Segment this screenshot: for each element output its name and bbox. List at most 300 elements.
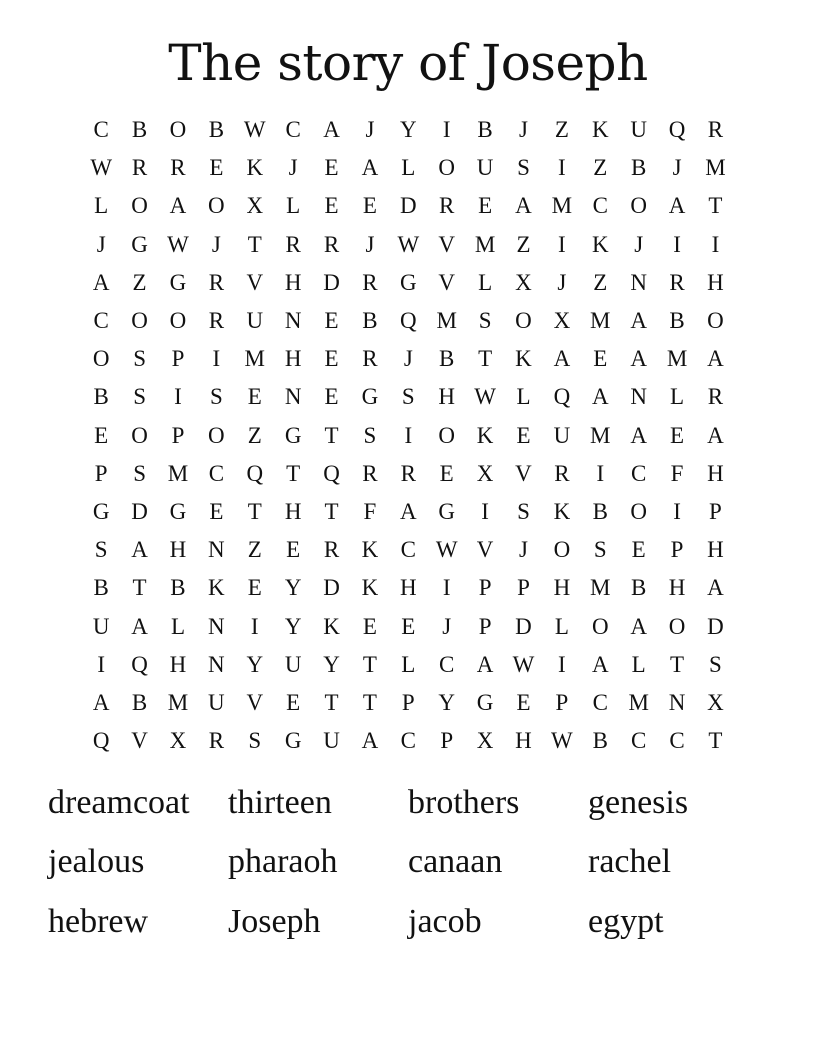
grid-letter: A <box>630 346 647 372</box>
word-item: genesis <box>588 783 689 821</box>
grid-letter: R <box>554 460 570 486</box>
grid-letter: N <box>284 384 302 410</box>
grid-letter: O <box>169 308 187 334</box>
grid-letter: Q <box>92 728 110 754</box>
grid-letter: A <box>92 689 110 715</box>
grid-letter: L <box>516 384 531 410</box>
word-row <box>48 833 768 893</box>
grid-letter: T <box>132 575 147 601</box>
grid-letter: E <box>286 689 301 715</box>
grid-letter: C <box>630 460 647 486</box>
grid-letter: P <box>440 728 454 754</box>
grid-row <box>82 149 735 187</box>
grid-letter: M <box>244 346 265 372</box>
grid-letter: V <box>438 231 456 257</box>
grid-letter: D <box>131 498 148 524</box>
grid-letter: Y <box>400 117 417 143</box>
grid-letter: R <box>131 155 148 181</box>
grid-letter: Y <box>246 651 264 677</box>
grid-letter: S <box>363 422 377 448</box>
grid-letter: I <box>404 422 413 448</box>
grid-letter: I <box>558 231 566 257</box>
grid-letter: P <box>517 575 530 601</box>
grid-letter: W <box>167 231 189 257</box>
grid-letter: E <box>324 384 339 410</box>
grid-letter: L <box>670 384 685 410</box>
grid-letter: J <box>365 231 375 257</box>
word-row <box>48 773 768 833</box>
grid-letter: V <box>438 269 456 295</box>
grid-letter: E <box>209 498 224 524</box>
grid-letter: K <box>361 537 379 563</box>
grid-letter: C <box>592 193 608 219</box>
grid-letter: Z <box>132 269 147 295</box>
grid-letter: N <box>668 689 686 715</box>
grid-letter: M <box>436 308 457 334</box>
grid-letter: M <box>590 308 611 334</box>
page-title: The story of Joseph <box>168 34 648 92</box>
grid-letter: Y <box>284 613 302 639</box>
grid-letter: Y <box>284 575 302 601</box>
grid-letter: B <box>630 155 647 181</box>
grid-letter: U <box>323 728 340 754</box>
grid-letter: Q <box>246 460 264 486</box>
grid-letter: G <box>284 728 302 754</box>
grid-letter: H <box>284 498 302 524</box>
grid-letter: Z <box>554 117 569 143</box>
grid-letter: J <box>672 155 682 181</box>
grid-letter: A <box>131 613 148 639</box>
grid-row <box>82 455 735 493</box>
grid-letter: T <box>286 460 301 486</box>
grid-letter: R <box>400 460 416 486</box>
grid-row <box>82 607 735 645</box>
grid-letter: E <box>362 613 377 639</box>
grid-letter: M <box>590 575 611 601</box>
grid-letter: U <box>476 155 494 181</box>
grid-letter: U <box>208 689 225 715</box>
grid-letter: A <box>553 346 571 372</box>
grid-letter: O <box>553 537 571 563</box>
grid-letter: X <box>707 689 724 715</box>
grid-letter: J <box>96 231 106 257</box>
grid-letter: L <box>170 613 185 639</box>
grid-letter: G <box>438 498 456 524</box>
grid-letter: G <box>131 231 148 257</box>
grid-letter: C <box>93 308 109 334</box>
grid-letter: A <box>668 193 686 219</box>
grid-row <box>82 302 735 340</box>
grid-letter: G <box>476 689 494 715</box>
grid-letter: K <box>208 575 225 601</box>
word-item: jealous <box>48 843 145 881</box>
grid-letter: G <box>169 498 187 524</box>
grid-letter: O <box>438 155 456 181</box>
grid-letter: K <box>476 422 494 448</box>
grid-letter: E <box>324 308 339 334</box>
grid-letter: A <box>361 155 379 181</box>
grid-letter: T <box>708 193 723 219</box>
grid-letter: Z <box>516 231 531 257</box>
grid-letter: O <box>707 308 724 334</box>
grid-letter: R <box>362 460 378 486</box>
grid-letter: C <box>669 728 685 754</box>
grid-letter: K <box>361 575 379 601</box>
grid-letter: A <box>630 422 647 448</box>
grid-letter: O <box>630 498 647 524</box>
grid-letter: B <box>630 575 647 601</box>
grid-letter: R <box>362 269 378 295</box>
grid-letter: K <box>553 498 571 524</box>
grid-letter: C <box>439 651 455 677</box>
grid-letter: B <box>131 117 148 143</box>
grid-letter: I <box>97 651 106 677</box>
grid-letter: B <box>669 308 685 334</box>
grid-letter: B <box>93 384 109 410</box>
word-item: thirteen <box>228 783 332 821</box>
grid-letter: H <box>438 384 456 410</box>
grid-letter: A <box>707 346 724 372</box>
grid-letter: S <box>517 155 530 181</box>
grid-letter: E <box>516 689 531 715</box>
grid-letter: E <box>362 193 377 219</box>
grid-letter: I <box>673 498 681 524</box>
grid-letter: S <box>133 346 146 372</box>
grid-letter: F <box>363 498 377 524</box>
grid-letter: U <box>246 308 264 334</box>
grid-letter: P <box>709 498 722 524</box>
grid-letter: W <box>397 231 420 257</box>
grid-letter: A <box>323 117 340 143</box>
word-item: brothers <box>408 783 520 821</box>
grid-letter: R <box>669 269 685 295</box>
grid-letter: D <box>323 575 340 601</box>
word-item: pharaoh <box>228 843 338 881</box>
grid-letter: G <box>284 422 302 448</box>
grid-letter: I <box>558 155 566 181</box>
grid-letter: S <box>593 537 607 563</box>
grid-letter: C <box>630 728 647 754</box>
grid-row <box>82 684 735 722</box>
grid-letter: Z <box>247 422 262 448</box>
grid-letter: V <box>515 460 532 486</box>
grid-letter: B <box>477 117 493 143</box>
grid-row <box>82 264 735 302</box>
grid-letter: P <box>401 689 415 715</box>
grid-letter: D <box>707 613 724 639</box>
grid-letter: U <box>284 651 302 677</box>
grid-letter: O <box>438 422 456 448</box>
grid-letter: B <box>170 575 186 601</box>
grid-letter: O <box>630 193 647 219</box>
grid-letter: I <box>711 231 720 257</box>
grid-letter: J <box>211 231 221 257</box>
grid-row <box>82 226 735 264</box>
grid-letter: W <box>551 728 573 754</box>
word-item: hebrew <box>48 902 149 940</box>
grid-letter: E <box>247 575 262 601</box>
grid-letter: H <box>284 346 302 372</box>
grid-letter: V <box>246 269 264 295</box>
grid-letter: I <box>442 575 451 601</box>
grid-letter: G <box>361 384 379 410</box>
grid-letter: A <box>131 537 148 563</box>
grid-letter: R <box>285 231 301 257</box>
grid-letter: P <box>94 460 108 486</box>
grid-letter: I <box>558 651 566 677</box>
grid-letter: S <box>709 651 722 677</box>
grid-letter: R <box>707 384 724 410</box>
grid-letter: V <box>246 689 264 715</box>
word-item: rachel <box>588 843 672 881</box>
grid-letter: S <box>133 384 146 410</box>
grid-letter: B <box>93 575 109 601</box>
grid-row <box>82 646 735 684</box>
grid-letter: K <box>515 346 532 372</box>
letter-grid <box>82 111 735 760</box>
grid-letter: O <box>169 117 187 143</box>
grid-letter: T <box>362 651 377 677</box>
grid-letter: J <box>442 613 452 639</box>
grid-letter: H <box>169 651 187 677</box>
grid-letter: L <box>554 613 569 639</box>
grid-letter: X <box>553 308 571 334</box>
grid-letter: B <box>592 498 608 524</box>
grid-letter: T <box>708 728 723 754</box>
grid-letter: K <box>591 231 609 257</box>
grid-letter: E <box>94 422 109 448</box>
grid-letter: W <box>474 384 496 410</box>
grid-letter: S <box>209 384 223 410</box>
grid-letter: K <box>246 155 264 181</box>
grid-letter: H <box>169 537 187 563</box>
word-item: dreamcoat <box>48 783 190 821</box>
grid-letter: D <box>515 613 532 639</box>
grid-letter: E <box>516 422 531 448</box>
grid-letter: C <box>285 117 301 143</box>
grid-letter: A <box>400 498 417 524</box>
grid-letter: H <box>668 575 686 601</box>
grid-letter: X <box>169 728 187 754</box>
grid-letter: M <box>590 422 611 448</box>
grid-letter: E <box>593 346 608 372</box>
grid-letter: E <box>286 537 301 563</box>
grid-letter: T <box>324 498 339 524</box>
grid-letter: A <box>591 384 609 410</box>
grid-letter: S <box>401 384 415 410</box>
grid-letter: R <box>323 537 340 563</box>
grid-letter: A <box>515 193 532 219</box>
grid-letter: X <box>246 193 264 219</box>
grid-letter: Z <box>593 269 608 295</box>
grid-letter: O <box>131 308 148 334</box>
grid-letter: C <box>400 537 416 563</box>
grid-letter: S <box>94 537 108 563</box>
grid-letter: J <box>288 155 298 181</box>
grid-letter: I <box>481 498 489 524</box>
grid-letter: A <box>630 613 647 639</box>
grid-letter: V <box>476 537 494 563</box>
grid-letter: T <box>247 231 262 257</box>
grid-letter: Q <box>400 308 417 334</box>
grid-letter: T <box>478 346 493 372</box>
grid-letter: Y <box>438 689 456 715</box>
word-row <box>48 892 768 952</box>
grid-letter: X <box>476 460 494 486</box>
grid-letter: M <box>666 346 688 372</box>
grid-letter: Z <box>593 155 608 181</box>
grid-letter: H <box>515 728 532 754</box>
grid-letter: U <box>92 613 110 639</box>
grid-letter: H <box>707 537 724 563</box>
grid-letter: I <box>442 117 451 143</box>
grid-letter: J <box>365 117 375 143</box>
grid-letter: C <box>592 689 608 715</box>
grid-letter: K <box>591 117 609 143</box>
grid-row <box>82 417 735 455</box>
grid-letter: M <box>474 231 496 257</box>
word-item: jacob <box>408 902 482 940</box>
grid-letter: W <box>512 651 535 677</box>
grid-row <box>82 493 735 531</box>
grid-letter: E <box>209 155 224 181</box>
grid-letter: D <box>323 269 340 295</box>
grid-letter: Q <box>323 460 340 486</box>
grid-letter: J <box>557 269 567 295</box>
grid-letter: R <box>707 117 724 143</box>
grid-letter: L <box>401 155 416 181</box>
grid-letter: R <box>208 728 225 754</box>
grid-letter: G <box>400 269 417 295</box>
grid-letter: P <box>670 537 684 563</box>
grid-letter: O <box>92 346 110 372</box>
grid-letter: C <box>93 117 109 143</box>
grid-letter: Y <box>323 651 340 677</box>
grid-row <box>82 722 735 760</box>
grid-letter: R <box>208 308 225 334</box>
grid-letter: R <box>362 346 378 372</box>
grid-letter: A <box>591 651 609 677</box>
grid-letter: J <box>519 117 528 143</box>
grid-letter: W <box>90 155 113 181</box>
grid-letter: X <box>515 269 532 295</box>
grid-letter: O <box>668 613 686 639</box>
grid-letter: S <box>133 460 146 486</box>
grid-row <box>82 111 735 149</box>
grid-letter: H <box>284 269 302 295</box>
grid-letter: E <box>631 537 646 563</box>
grid-letter: I <box>596 460 605 486</box>
grid-letter: H <box>400 575 417 601</box>
grid-letter: L <box>478 269 493 295</box>
grid-letter: I <box>212 346 221 372</box>
word-item: Joseph <box>228 902 321 940</box>
grid-letter: Q <box>553 384 571 410</box>
grid-letter: B <box>439 346 455 372</box>
grid-letter: C <box>208 460 225 486</box>
grid-row <box>82 378 735 416</box>
grid-letter: A <box>630 308 647 334</box>
grid-letter: R <box>170 155 186 181</box>
grid-letter: G <box>92 498 110 524</box>
grid-letter: H <box>707 460 724 486</box>
grid-letter: A <box>361 728 379 754</box>
grid-letter: A <box>476 651 494 677</box>
grid-letter: L <box>94 193 109 219</box>
grid-letter: J <box>634 231 644 257</box>
grid-letter: N <box>208 613 225 639</box>
grid-row <box>82 187 735 225</box>
grid-letter: F <box>670 460 684 486</box>
grid-letter: P <box>555 689 569 715</box>
grid-letter: O <box>131 422 148 448</box>
grid-letter: E <box>324 155 339 181</box>
grid-letter: G <box>169 269 187 295</box>
grid-letter: E <box>478 193 493 219</box>
grid-letter: O <box>208 193 225 219</box>
grid-letter: U <box>553 422 571 448</box>
grid-letter: X <box>476 728 494 754</box>
grid-letter: N <box>630 269 647 295</box>
grid-letter: E <box>439 460 454 486</box>
grid-letter: T <box>247 498 262 524</box>
grid-letter: T <box>324 689 339 715</box>
grid-row <box>82 340 735 378</box>
grid-letter: E <box>670 422 685 448</box>
grid-letter: J <box>519 537 528 563</box>
grid-letter: A <box>707 422 724 448</box>
grid-letter: S <box>517 498 530 524</box>
grid-letter: O <box>591 613 609 639</box>
grid-letter: H <box>707 269 724 295</box>
grid-letter: M <box>551 193 573 219</box>
grid-letter: E <box>324 346 339 372</box>
grid-letter: L <box>286 193 301 219</box>
grid-letter: D <box>400 193 417 219</box>
grid-letter: N <box>284 308 302 334</box>
grid-letter: Q <box>131 651 148 677</box>
grid-letter: I <box>673 231 681 257</box>
grid-letter: B <box>131 689 148 715</box>
grid-row <box>82 531 735 569</box>
grid-letter: L <box>401 651 416 677</box>
grid-letter: O <box>131 193 148 219</box>
grid-letter: T <box>324 422 339 448</box>
grid-letter: W <box>243 117 266 143</box>
grid-letter: B <box>592 728 608 754</box>
grid-letter: M <box>628 689 649 715</box>
grid-letter: T <box>362 689 377 715</box>
grid-letter: I <box>250 613 259 639</box>
word-item: egypt <box>588 902 664 940</box>
grid-letter: R <box>323 231 340 257</box>
grid-letter: S <box>478 308 492 334</box>
grid-letter: U <box>630 117 647 143</box>
grid-letter: P <box>478 613 492 639</box>
grid-letter: E <box>247 384 262 410</box>
grid-letter: T <box>670 651 685 677</box>
grid-letter: A <box>707 575 724 601</box>
grid-letter: B <box>362 308 378 334</box>
grid-letter: P <box>478 575 492 601</box>
grid-letter: R <box>208 269 225 295</box>
grid-letter: M <box>167 460 189 486</box>
grid-row <box>82 569 735 607</box>
grid-letter: J <box>403 346 413 372</box>
grid-letter: L <box>631 651 646 677</box>
grid-letter: O <box>515 308 532 334</box>
grid-letter: P <box>171 346 185 372</box>
